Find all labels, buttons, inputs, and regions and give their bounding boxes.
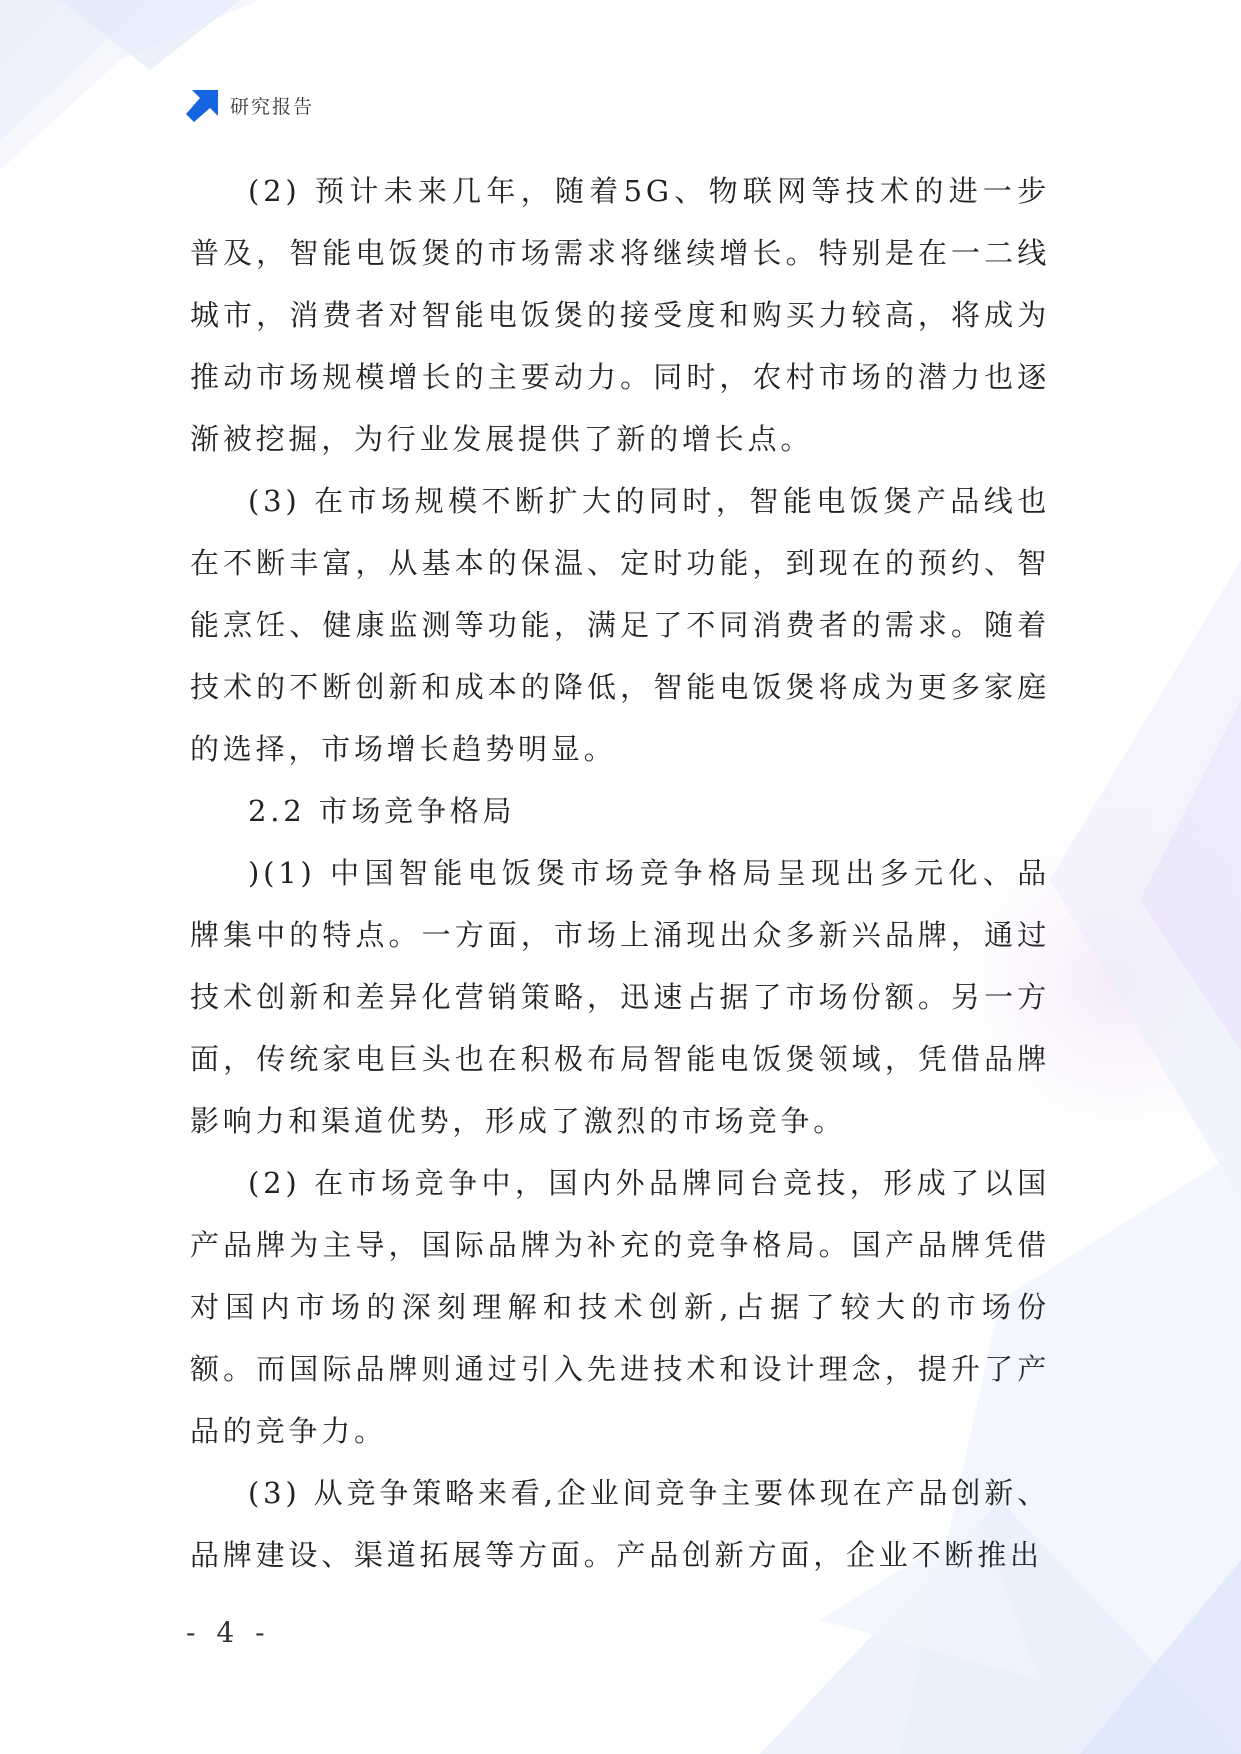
paragraph: (2) 在市场竞争中，国内外品牌同台竞技，形成了以国产品牌为主导，国际品牌为补充的竞争格局。国产品牌凭借对国内市场的深刻理解和技术创新,占据了较大的市场份额。而国际品牌则通过引入先进技术和设计理念，提升了产品的竞争力。 xyxy=(190,1166,1050,1448)
paragraph: )(1) 中国智能电饭煲市场竞争格局呈现出多元化、品牌集中的特点。一方面，市场上涌现出众多新兴品牌，通过技术创新和差异化营销策略，迅速占据了市场份额。另一方面，传统家电巨头也在积极布局智能电饭煲领域，凭借品牌影响力和渠道优势，形成了激烈的市场竞争。 xyxy=(190,856,1050,1138)
header xyxy=(186,88,314,122)
header-label: 研究报告 xyxy=(230,95,315,118)
paragraph: (2) 预计未来几年，随着5G、物联网等技术的进一步普及，智能电饭煲的市场需求将继续增长。特别是在一二线城市，消费者对智能电饭煲的接受度和购买力较高，将成为推动市场规模增长的主要动力。同时，农村市场的潜力也逐渐被挖掘，为行业发展提供了新的增长点。 xyxy=(190,174,1050,456)
paragraph: (3) 在市场规模不断扩大的同时，智能电饭煲产品线也在不断丰富，从基本的保温、定时功能，到现在的预约、智能烹饪、健康监测等功能，满足了不同消费者的需求。随着技术的不断创新和成本的降低，智能电饭煲将成为更多家庭的选择，市场增长趋势明显。 xyxy=(190,484,1050,766)
arrow-up-right-icon xyxy=(186,88,220,122)
document-body xyxy=(190,160,1050,1586)
section-heading: 2.2 市场竞争格局 xyxy=(248,794,516,828)
page-number: - 4 - xyxy=(186,1616,271,1649)
paragraph: (3) 从竞争策略来看,企业间竞争主要体现在产品创新、品牌建设、渠道拓展等方面。产品创新方面，企业不断推出 xyxy=(190,1476,1050,1572)
